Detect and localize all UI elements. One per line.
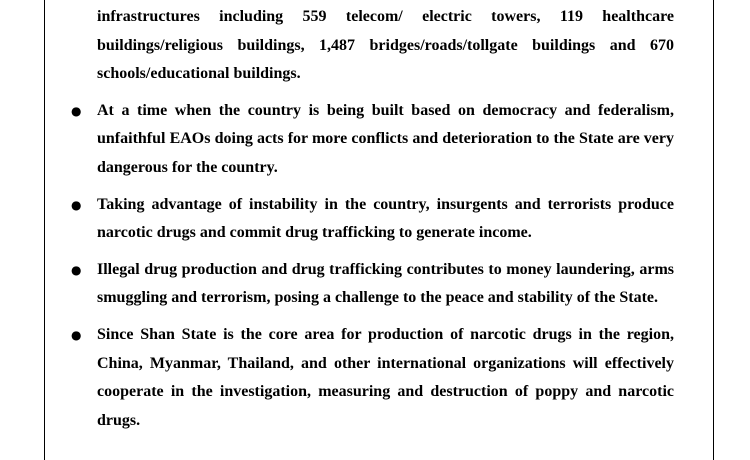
page-border-left xyxy=(44,0,45,460)
bullet-text: At a time when the country is being built based on democracy and federalism, unfaithful EAOs doing acts for more conflicts and deterioration to the State are very dangerous for the country. xyxy=(97,101,674,176)
continuation-paragraph: infrastructures including 559 telecom/ electric towers, 119 healthcare buildings/religious buildings, 1,487 bridges/roads/tollgate buildings and 670 schools/educational buildings. xyxy=(97,8,674,83)
bullet-item xyxy=(71,256,674,313)
bullet-dot-icon: ● xyxy=(71,103,82,118)
bullet-dot-icon: ● xyxy=(71,327,82,342)
document-body xyxy=(71,3,674,435)
bullet-dot-icon: ● xyxy=(71,262,82,277)
bullet-item xyxy=(71,191,674,248)
bullet-text: Illegal drug production and drug trafficking contributes to money laundering, arms smuggling and terrorism, posing a challenge to the peace and stability of the State. xyxy=(97,260,674,307)
bullet-item xyxy=(71,97,674,183)
bullet-text: Since Shan State is the core area for production of narcotic drugs in the region, China, Myanmar, Thailand, and other international organizations will effectively cooperate in the investigation, measuring and destruction of poppy and narcotic drugs. xyxy=(97,325,674,429)
page-border-right xyxy=(713,0,714,460)
bullet-dot-icon: ● xyxy=(71,197,82,212)
bullet-text: Taking advantage of instability in the country, insurgents and terrorists produce narcotic drugs and commit drug trafficking to generate income. xyxy=(97,195,674,242)
bullet-item xyxy=(71,321,674,435)
